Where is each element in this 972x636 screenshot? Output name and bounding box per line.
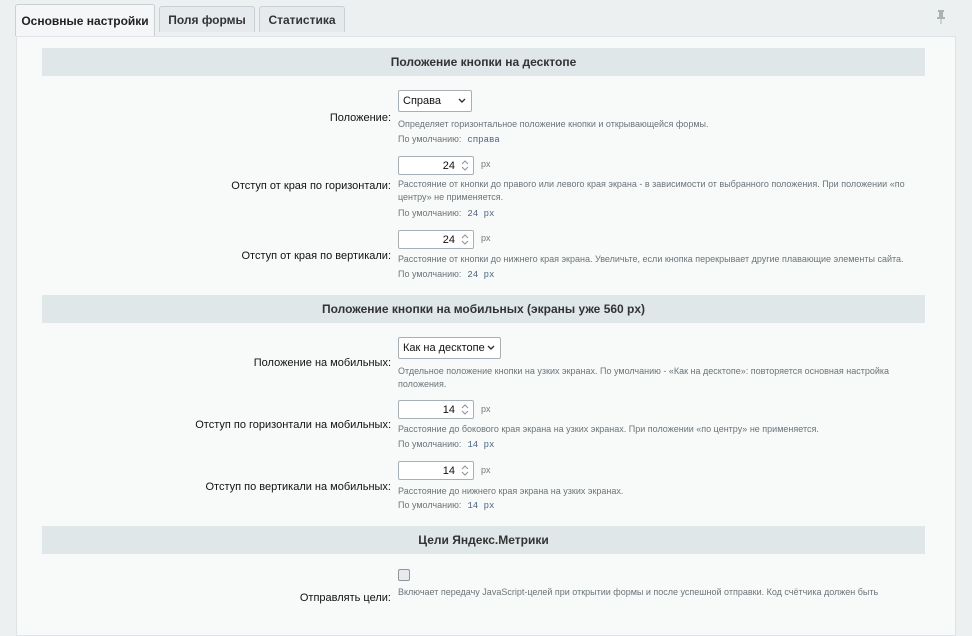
- tab-main-settings[interactable]: [15, 4, 155, 36]
- mobile-offset-h-default-prefix: По умолчанию:: [398, 439, 462, 449]
- section-desktop-title: Положение кнопки на десктопе: [390, 55, 577, 69]
- tab-bar: [0, 0, 972, 36]
- offset-h-default-value: 24 px: [467, 209, 495, 219]
- spinner-icon[interactable]: [461, 403, 469, 416]
- mobile-offset-v-hint: Расстояние до нижнего края экрана на узких экранах.: [398, 486, 624, 496]
- mobile-offset-h-default-value: 14 px: [467, 440, 495, 450]
- section-metrika-title: Цели Яндекс.Метрики: [418, 533, 549, 547]
- tab-statistics[interactable]: [259, 6, 345, 32]
- tab-form-fields[interactable]: [159, 6, 255, 32]
- position-default-value: справа: [467, 135, 500, 145]
- position-label: Положение:: [329, 112, 391, 124]
- mobile-offset-v-default: [398, 500, 494, 511]
- position-select-value: Справа: [403, 95, 441, 107]
- offset-h-hint: Расстояние от кнопки до правого или левого края экрана - в зависимости от выбранного положения. При положении «по центру» не применяется.: [398, 179, 905, 202]
- offset-v-value: 24: [442, 234, 455, 246]
- offset-h-value: 24: [442, 160, 455, 172]
- mobile-position-select-value: Как на десктопе: [403, 342, 485, 354]
- mobile-offset-v-unit: px: [481, 465, 491, 475]
- tab-statistics-label: Статистика: [268, 12, 336, 27]
- section-mobile-position: [42, 295, 925, 323]
- position-select[interactable]: [398, 90, 472, 112]
- tab-form-fields-label: Поля формы: [168, 12, 246, 27]
- offset-v-default-prefix: По умолчанию:: [398, 269, 462, 279]
- send-goals-label: Отправлять цели:: [299, 592, 391, 604]
- mobile-offset-h-label: Отступ по горизонтали на мобильных:: [195, 419, 391, 431]
- offset-v-default-value: 24 px: [467, 270, 495, 280]
- mobile-position-hint: Отдельное положение кнопки на узких экранах. По умолчанию - «Как на десктопе»: повторяется основная настройка положения.: [398, 366, 890, 389]
- mobile-offset-v-default-value: 14 px: [467, 501, 495, 511]
- pin-icon[interactable]: [934, 9, 948, 25]
- offset-v-label: Отступ от края по вертикали:: [241, 250, 391, 262]
- section-metrika-goals: [42, 526, 925, 554]
- mobile-position-label: Положение на мобильных:: [253, 357, 391, 369]
- spinner-icon[interactable]: [461, 159, 469, 172]
- mobile-offset-v-default-prefix: По умолчанию:: [398, 500, 462, 510]
- section-mobile-title: Положение кнопки на мобильных (экраны уже 560 px): [321, 302, 646, 316]
- mobile-offset-h-hint: Расстояние до бокового края экрана на узких экранах. При положении «по центру» не применяется.: [398, 424, 819, 434]
- spinner-icon[interactable]: [461, 464, 469, 477]
- offset-h-unit: px: [481, 159, 491, 169]
- offset-h-input[interactable]: [398, 156, 474, 175]
- offset-v-default: [398, 269, 494, 280]
- mobile-offset-v-label: Отступ по вертикали на мобильных:: [205, 481, 391, 493]
- position-default: [398, 134, 500, 145]
- tab-main-settings-label: Основные настройки: [21, 13, 149, 28]
- chevron-down-icon: [458, 98, 466, 104]
- section-desktop-position: [42, 48, 925, 76]
- mobile-offset-h-input[interactable]: [398, 400, 474, 419]
- offset-h-default: [398, 208, 494, 219]
- position-default-prefix: По умолчанию:: [398, 134, 462, 144]
- send-goals-hint: Включает передачу JavaScript-целей при открытии формы и после успешной отправки. Код счётчика должен быть: [398, 587, 879, 597]
- offset-v-unit: px: [481, 233, 491, 243]
- send-goals-checkbox[interactable]: [398, 569, 410, 581]
- chevron-down-icon: [487, 345, 495, 351]
- mobile-offset-v-input[interactable]: [398, 461, 474, 480]
- mobile-position-select[interactable]: [398, 337, 501, 359]
- position-hint: Определяет горизонтальное положение кнопки и открывающейся формы.: [398, 119, 709, 129]
- mobile-offset-h-unit: px: [481, 404, 491, 414]
- offset-h-default-prefix: По умолчанию:: [398, 208, 462, 218]
- offset-v-hint: Расстояние от кнопки до нижнего края экрана. Увеличьте, если кнопка перекрывает другие плавающие элементы сайта.: [398, 254, 904, 264]
- mobile-offset-v-value: 14: [442, 465, 455, 477]
- offset-v-input[interactable]: [398, 230, 474, 249]
- mobile-offset-h-value: 14: [442, 404, 455, 416]
- mobile-offset-h-default: [398, 439, 494, 450]
- spinner-icon[interactable]: [461, 233, 469, 246]
- offset-h-label: Отступ от края по горизонтали:: [231, 180, 391, 192]
